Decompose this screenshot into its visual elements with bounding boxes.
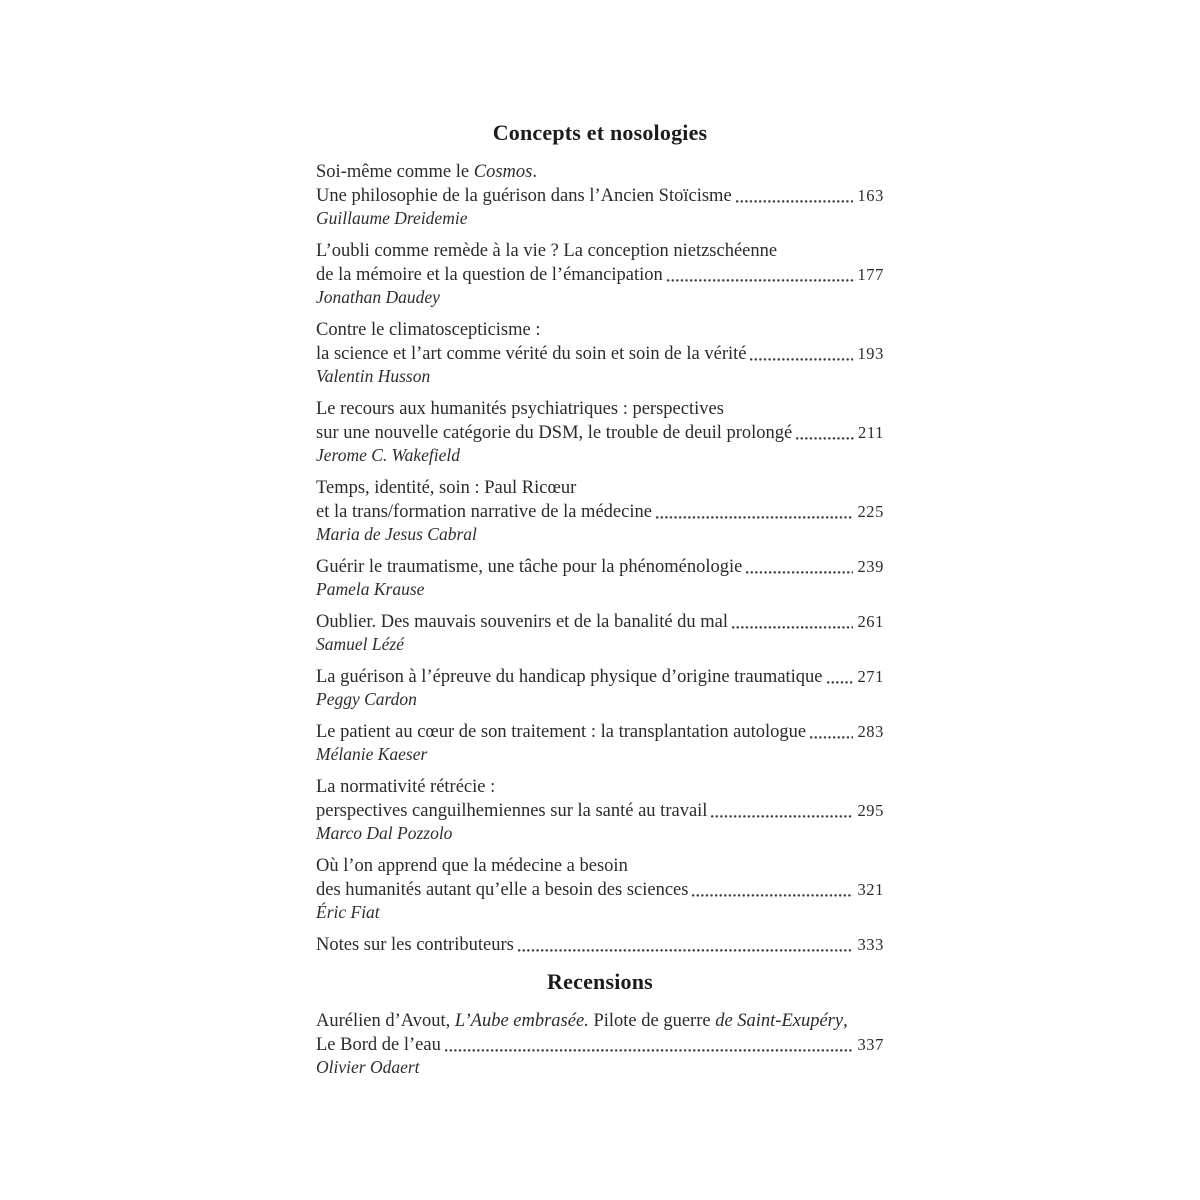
entry-author: Marco Dal Pozzolo	[316, 823, 453, 843]
entry-title-line	[316, 555, 884, 579]
entry-title-line	[316, 160, 884, 184]
entry-title-text	[316, 665, 823, 689]
title-segment: Le Bord de l’eau	[316, 1035, 441, 1055]
entry-author: Pamela Krause	[316, 579, 425, 599]
entry-title-line	[316, 878, 884, 902]
page-number: 321	[857, 880, 884, 899]
dot-leader	[692, 894, 853, 897]
page-number: 337	[857, 1035, 884, 1054]
title-segment: la science et l’art comme vérité du soin et soin de la vérité	[316, 344, 747, 364]
title-segment: des humanités autant qu’elle a besoin des sciences	[316, 880, 689, 900]
dot-leader	[827, 681, 854, 684]
toc-entry	[316, 665, 884, 710]
entry-title-text	[316, 399, 724, 419]
page-number: 295	[857, 801, 884, 820]
dot-leader	[736, 200, 854, 203]
entry-title-line	[316, 799, 884, 823]
title-segment-italic: Cosmos	[473, 162, 533, 182]
dot-leader	[746, 571, 853, 574]
dot-leader	[796, 437, 854, 440]
entry-title-line	[316, 610, 884, 634]
entry-title-text	[316, 478, 576, 498]
entry-title-line	[316, 476, 884, 500]
entry-title-line	[316, 720, 884, 744]
dot-leader	[667, 279, 854, 282]
entry-title-line	[316, 342, 884, 366]
page-number: 239	[857, 557, 884, 576]
entry-title-line	[316, 933, 884, 957]
entry-author: Peggy Cardon	[316, 689, 417, 709]
page-number: 283	[857, 722, 884, 741]
entry-title-line	[316, 421, 884, 445]
toc-entry	[316, 397, 884, 466]
title-segment-italic: de Saint-Exupéry	[715, 1011, 844, 1031]
title-segment: de la mémoire et la question de l’émancipation	[316, 265, 663, 285]
page-number: 177	[857, 265, 884, 284]
entry-title-line	[316, 184, 884, 208]
title-segment-italic: L’Aube embrasée.	[454, 1011, 589, 1031]
dot-leader	[732, 626, 853, 629]
title-segment: Une philosophie de la guérison dans l’Ancien Stoïcisme	[316, 186, 732, 206]
page-number: 333	[857, 935, 884, 954]
title-segment: Oublier. Des mauvais souvenirs et de la banalité du mal	[316, 612, 729, 632]
toc-entry	[316, 720, 884, 765]
entry-author: Jonathan Daudey	[316, 287, 440, 307]
title-segment: Notes sur les contributeurs	[316, 935, 514, 955]
toc-section	[316, 969, 884, 1078]
entry-author: Jerome C. Wakefield	[316, 445, 461, 465]
entry-title-text	[316, 799, 707, 823]
entry-title-text	[316, 1033, 441, 1057]
title-segment: Où l’on apprend que la médecine a besoin	[316, 856, 628, 876]
title-segment: La normativité rétrécie :	[316, 777, 496, 797]
entry-title-line	[316, 1009, 884, 1033]
dot-leader	[750, 358, 853, 361]
title-segment: .	[532, 162, 537, 182]
title-segment: sur une nouvelle catégorie du DSM, le trouble de deuil prolongé	[316, 423, 793, 443]
title-segment: Le patient au cœur de son traitement : la transplantation autologue	[316, 722, 807, 742]
page-number: 271	[857, 667, 884, 686]
toc-entry	[316, 555, 884, 600]
dot-leader	[810, 736, 853, 739]
toc-entry	[316, 476, 884, 545]
title-segment: L’oubli comme remède à la vie ? La conception nietzschéenne	[316, 241, 778, 261]
entry-title-text	[316, 320, 541, 340]
entry-title-text	[316, 500, 652, 524]
toc-entry	[316, 239, 884, 308]
entry-title-text	[316, 720, 806, 744]
entry-title-text	[316, 162, 537, 182]
entry-title-text	[316, 342, 746, 366]
entry-title-text	[316, 184, 732, 208]
title-segment: Pilote de guerre	[588, 1011, 716, 1031]
title-segment: Guérir le traumatisme, une tâche pour la phénoménologie	[316, 557, 743, 577]
entry-author: Olivier Odaert	[316, 1057, 420, 1077]
dot-leader	[711, 815, 853, 818]
entry-title-line	[316, 500, 884, 524]
dot-leader	[445, 1049, 854, 1052]
entry-title-line	[316, 397, 884, 421]
entry-title-text	[316, 1011, 848, 1031]
page-number: 211	[858, 423, 884, 442]
toc-entry	[316, 1009, 884, 1078]
entry-title-text	[316, 777, 495, 797]
dot-leader	[518, 949, 854, 952]
section-heading: Concepts et nosologies	[492, 120, 708, 145]
entry-author: Éric Fiat	[316, 902, 380, 922]
entry-title-text	[316, 878, 688, 902]
toc-page	[316, 120, 884, 1088]
page-number: 261	[857, 612, 884, 631]
title-segment: et la trans/formation narrative de la médecine	[316, 502, 652, 522]
entry-title-text	[316, 421, 792, 445]
title-segment: Temps, identité, soin : Paul Ricœur	[316, 478, 577, 498]
entry-title-line	[316, 263, 884, 287]
title-segment: La guérison à l’épreuve du handicap physique d’origine traumatique	[316, 667, 823, 687]
toc-entry	[316, 610, 884, 655]
entry-title-text	[316, 241, 777, 261]
entry-author: Guillaume Dreidemie	[316, 208, 468, 228]
toc-entry	[316, 775, 884, 844]
title-segment: Aurélien d’Avout,	[316, 1011, 455, 1031]
entry-author: Maria de Jesus Cabral	[316, 524, 477, 544]
entry-title-text	[316, 856, 628, 876]
toc-entry	[316, 933, 884, 957]
entry-title-text	[316, 263, 663, 287]
entry-title-text	[316, 933, 514, 957]
title-segment: ,	[843, 1011, 848, 1031]
entry-title-line	[316, 239, 884, 263]
entry-title-line	[316, 1033, 884, 1057]
title-segment: perspectives canguilhemiennes sur la santé au travail	[316, 801, 708, 821]
section-heading: Recensions	[547, 969, 653, 994]
entry-title-text	[316, 555, 742, 579]
entry-author: Mélanie Kaeser	[316, 744, 428, 764]
entry-title-text	[316, 610, 728, 634]
page-number: 225	[857, 502, 884, 521]
title-segment: Contre le climatoscepticisme :	[316, 320, 541, 340]
toc-entry	[316, 854, 884, 923]
entry-title-line	[316, 318, 884, 342]
entry-author: Valentin Husson	[316, 366, 431, 386]
entry-author: Samuel Lézé	[316, 634, 404, 654]
toc-entry	[316, 318, 884, 387]
toc-section	[316, 120, 884, 957]
page-number: 163	[857, 186, 884, 205]
toc-entry	[316, 160, 884, 229]
title-segment: Soi-même comme le	[316, 162, 474, 182]
title-segment: Le recours aux humanités psychiatriques : perspectives	[316, 399, 724, 419]
entry-title-line	[316, 775, 884, 799]
page-number: 193	[857, 344, 884, 363]
entry-title-line	[316, 854, 884, 878]
dot-leader	[656, 516, 854, 519]
entry-title-line	[316, 665, 884, 689]
